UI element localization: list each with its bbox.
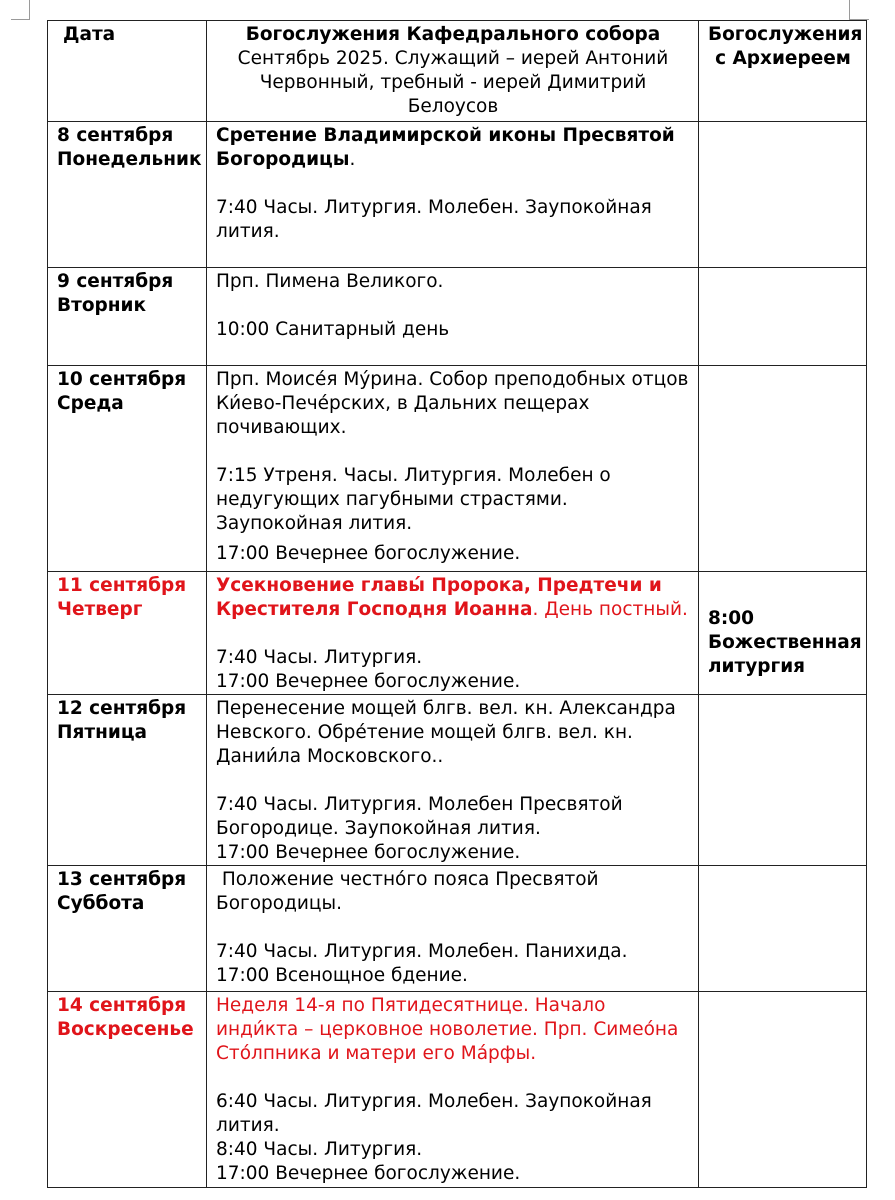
day-cell [48, 366, 207, 572]
table-header-row [48, 21, 867, 122]
feast-suffix: . [349, 149, 356, 170]
service-line: 8:40 Часы. Литургия. [216, 1139, 423, 1160]
table-row [48, 992, 867, 1188]
feast-title: Положение честно́го пояса Пресвятой Богородицы. [216, 869, 605, 914]
feast-title: Прп. Пимена Великого. [216, 271, 444, 292]
day-date: 12 сентября [57, 698, 187, 719]
service-cell [207, 122, 699, 268]
service-line: 17:00 Вечернее богослужение. [216, 842, 521, 863]
service-line: 17:00 Всенощное бдение. [216, 965, 468, 986]
day-weekday: Понедельник [57, 149, 202, 170]
archbishop-cell [699, 866, 867, 992]
feast-title: Усекновение главы́ Пророка, Предтечи и Крестителя Господня Иоанна [216, 575, 662, 620]
service-cell [207, 366, 699, 572]
archbishop-cell [699, 992, 867, 1188]
service-line: 10:00 Санитарный день [216, 319, 450, 340]
table-row [48, 866, 867, 992]
crop-mark-right-v [849, 0, 850, 20]
service-line: 17:00 Вечернее богослужение. [216, 1163, 521, 1184]
table-row [48, 572, 867, 695]
page-title: Богослужения Кафедрального собора [245, 24, 661, 45]
feast-suffix: . День постный. [532, 599, 688, 620]
archbishop-service: Божественная литургия [708, 632, 862, 677]
day-cell [48, 695, 207, 866]
archbishop-time: 8:00 [708, 608, 755, 629]
table-row [48, 122, 867, 268]
table-row [48, 695, 867, 866]
day-cell [48, 268, 207, 366]
service-line: 17:00 Вечернее богослужение. [216, 543, 521, 564]
service-cell [207, 268, 699, 366]
archbishop-cell [699, 122, 867, 268]
crop-mark-left-h [11, 19, 30, 20]
feast-title: Перенесение мощей блгв. вел. кн. Александра Невского. Обре́тение мощей блгв. вел. кн. Дании́ла Московского.. [216, 698, 676, 767]
table-row [48, 268, 867, 366]
day-date: 9 сентября [57, 271, 174, 292]
archbishop-cell [699, 695, 867, 866]
service-cell [207, 992, 699, 1188]
day-date: 11 сентября [57, 575, 187, 596]
day-cell [48, 866, 207, 992]
feast-title: Прп. Моисе́я Му́рина. Собор преподобных отцов Ки́ево-Пече́рских, в Дальних пещерах почивающих. [216, 369, 689, 438]
service-cell [207, 695, 699, 866]
page-subtitle: Сентябрь 2025. Служащий – иерей Антоний Червонный, требный - иерей Димитрий Белоусов [237, 48, 669, 117]
service-line: 7:40 Часы. Литургия. Молебен Пресвятой Богородице. Заупокойная лития. [216, 794, 623, 839]
crop-mark-left-v [29, 0, 30, 20]
table-row [48, 366, 867, 572]
day-weekday: Воскресенье [57, 1019, 194, 1040]
day-date: 13 сентября [57, 869, 187, 890]
header-archbishop: Богослужения с Архиереем [699, 21, 867, 122]
service-line: 7:15 Утреня. Часы. Литургия. Молебен о недугующих пагубными страстями. Заупокойная лития. [216, 465, 611, 534]
day-weekday: Суббота [57, 893, 145, 914]
day-weekday: Среда [57, 393, 124, 414]
day-weekday: Четверг [57, 599, 143, 620]
feast-title: Сретение Владимирской иконы Пресвятой Богородицы [216, 125, 675, 170]
service-line: 6:40 Часы. Литургия. Молебен. Заупокойная лития. [216, 1091, 652, 1136]
header-title-cell [207, 21, 699, 122]
archbishop-cell [699, 572, 867, 695]
service-line: 7:40 Часы. Литургия. [216, 647, 423, 668]
day-weekday: Пятница [57, 722, 148, 743]
day-cell [48, 122, 207, 268]
archbishop-cell [699, 366, 867, 572]
feast-title: Неделя 14-я по Пятидесятнице. Начало инди́кта – церковное новолетие. Прп. Симео́на Сто́лпника и матери его Ма́рфы. [216, 995, 679, 1064]
day-date: 8 сентября [57, 125, 174, 146]
service-line: 7:40 Часы. Литургия. Молебен. Заупокойная лития. [216, 197, 652, 242]
day-date: 10 сентября [57, 369, 187, 390]
service-cell [207, 572, 699, 695]
day-date: 14 сентября [57, 995, 187, 1016]
schedule-table [47, 20, 867, 1188]
day-weekday: Вторник [57, 295, 147, 316]
header-date: Дата [48, 21, 207, 122]
day-cell [48, 572, 207, 695]
day-cell [48, 992, 207, 1188]
service-cell [207, 866, 699, 992]
service-line: 17:00 Вечернее богослужение. [216, 671, 521, 692]
service-line: 7:40 Часы. Литургия. Молебен. Панихида. [216, 941, 628, 962]
archbishop-cell [699, 268, 867, 366]
